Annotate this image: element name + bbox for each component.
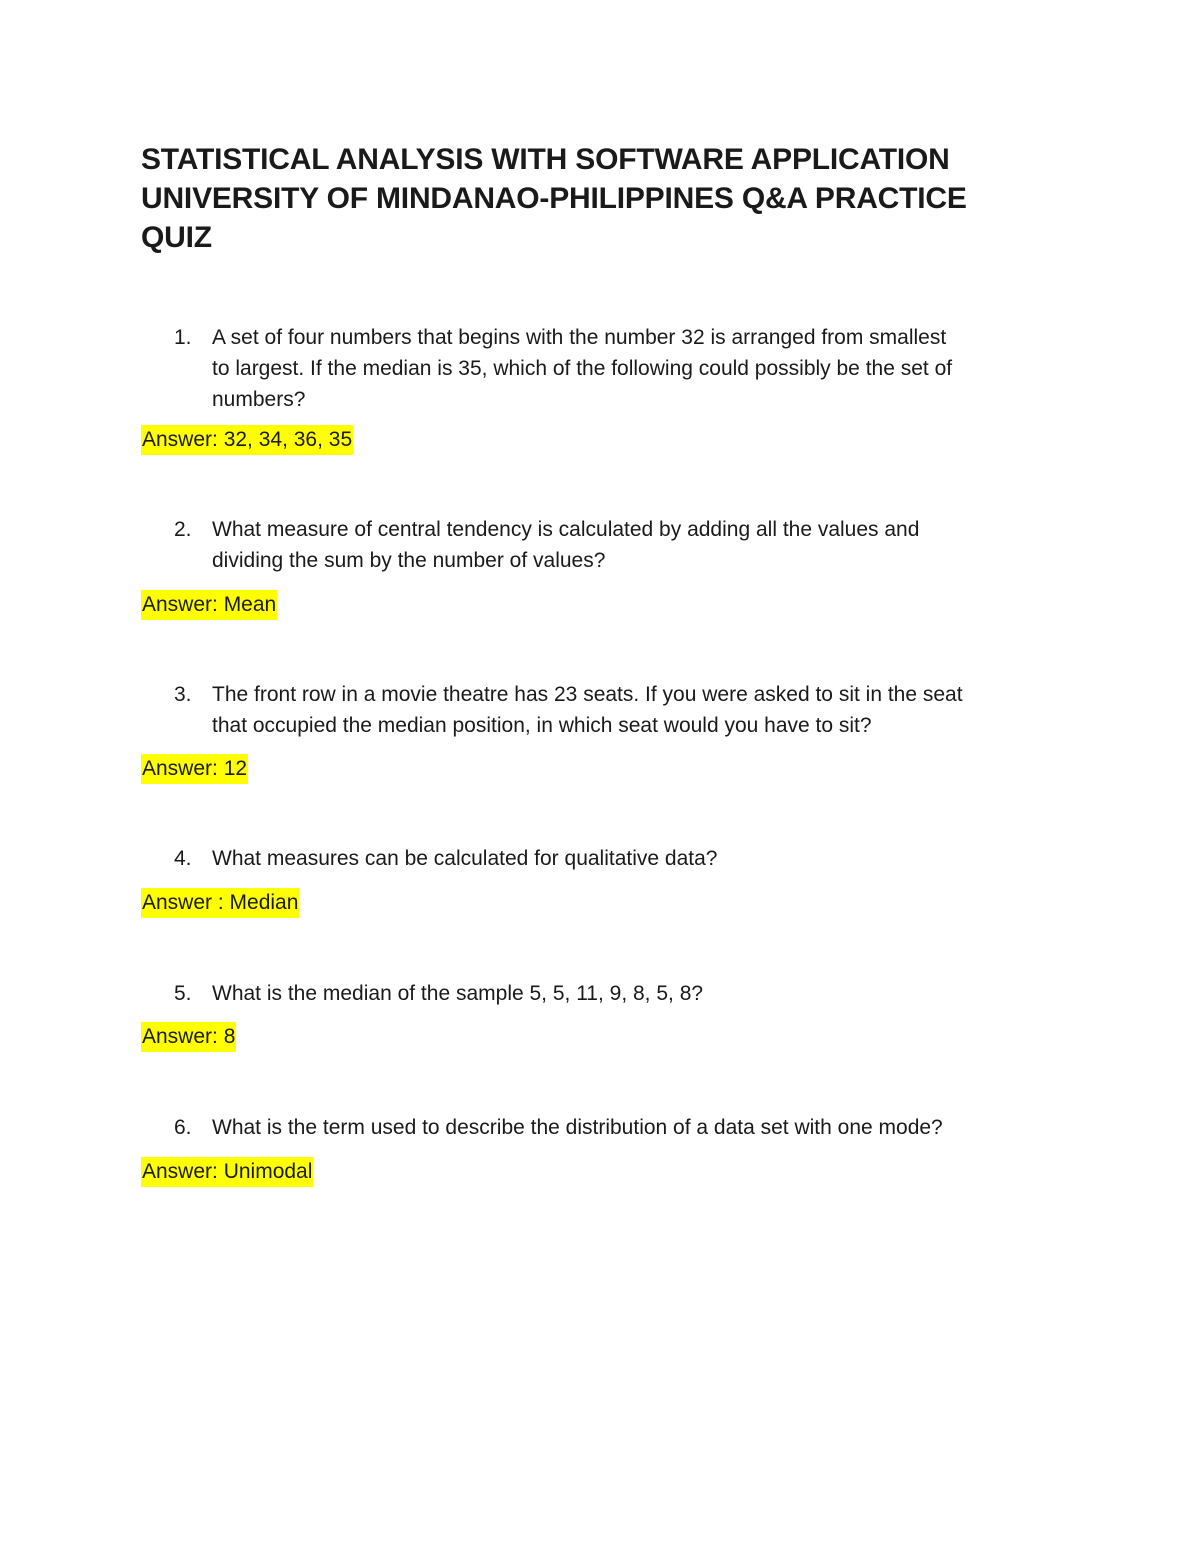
question-line: dividing the sum by the number of values?	[212, 549, 606, 572]
question-line: A set of four numbers that begins with the number 32 is arranged from smallest	[212, 326, 947, 349]
question-line: What is the median of the sample 5, 5, 11, 9, 8, 5, 8?	[212, 982, 704, 1005]
question-4	[141, 843, 1071, 874]
document-title	[141, 140, 1061, 257]
question-text	[212, 679, 1071, 741]
question-line: numbers?	[212, 388, 306, 411]
question-number: 6.	[174, 1116, 192, 1139]
title-line: UNIVERSITY OF MINDANAO-PHILIPPINES Q&A PRACTICE	[141, 182, 967, 215]
question-2	[141, 514, 1071, 576]
question-line: that occupied the median position, in which seat would you have to sit?	[212, 714, 872, 737]
title-line: QUIZ	[141, 221, 212, 254]
question-6	[141, 1112, 1071, 1143]
question-line: to largest. If the median is 35, which of the following could possibly be the set of	[212, 357, 953, 380]
question-5	[141, 978, 1071, 1009]
title-line: STATISTICAL ANALYSIS WITH SOFTWARE APPLICATION	[141, 143, 950, 176]
question-number: 1.	[174, 326, 192, 349]
answer-2	[141, 590, 277, 620]
question-text	[212, 1112, 1071, 1143]
question-number: 2.	[174, 518, 192, 541]
answer-highlight: Answer: 32, 34, 36, 35	[141, 425, 353, 455]
question-3	[141, 679, 1071, 741]
question-number: 3.	[174, 683, 192, 706]
question-text	[212, 978, 1071, 1009]
answer-5	[141, 1022, 236, 1052]
answer-3	[141, 754, 248, 784]
question-line: The front row in a movie theatre has 23 seats. If you were asked to sit in the seat	[212, 683, 963, 706]
answer-highlight: Answer: 8	[141, 1022, 236, 1052]
answer-highlight: Answer: 12	[141, 754, 248, 784]
answer-highlight: Answer : Median	[141, 888, 299, 918]
question-text	[212, 514, 1071, 576]
question-1	[141, 322, 1071, 415]
answer-highlight: Answer: Mean	[141, 590, 277, 620]
answer-highlight: Answer: Unimodal	[141, 1157, 313, 1187]
question-text	[212, 322, 1071, 415]
question-number: 4.	[174, 847, 192, 870]
question-line: What measure of central tendency is calculated by adding all the values and	[212, 518, 920, 541]
question-line: What measures can be calculated for qualitative data?	[212, 847, 718, 870]
question-text	[212, 843, 1071, 874]
answer-1	[141, 425, 353, 455]
answer-4	[141, 888, 299, 918]
question-line: What is the term used to describe the distribution of a data set with one mode?	[212, 1116, 943, 1139]
question-number: 5.	[174, 982, 192, 1005]
answer-6	[141, 1157, 313, 1187]
